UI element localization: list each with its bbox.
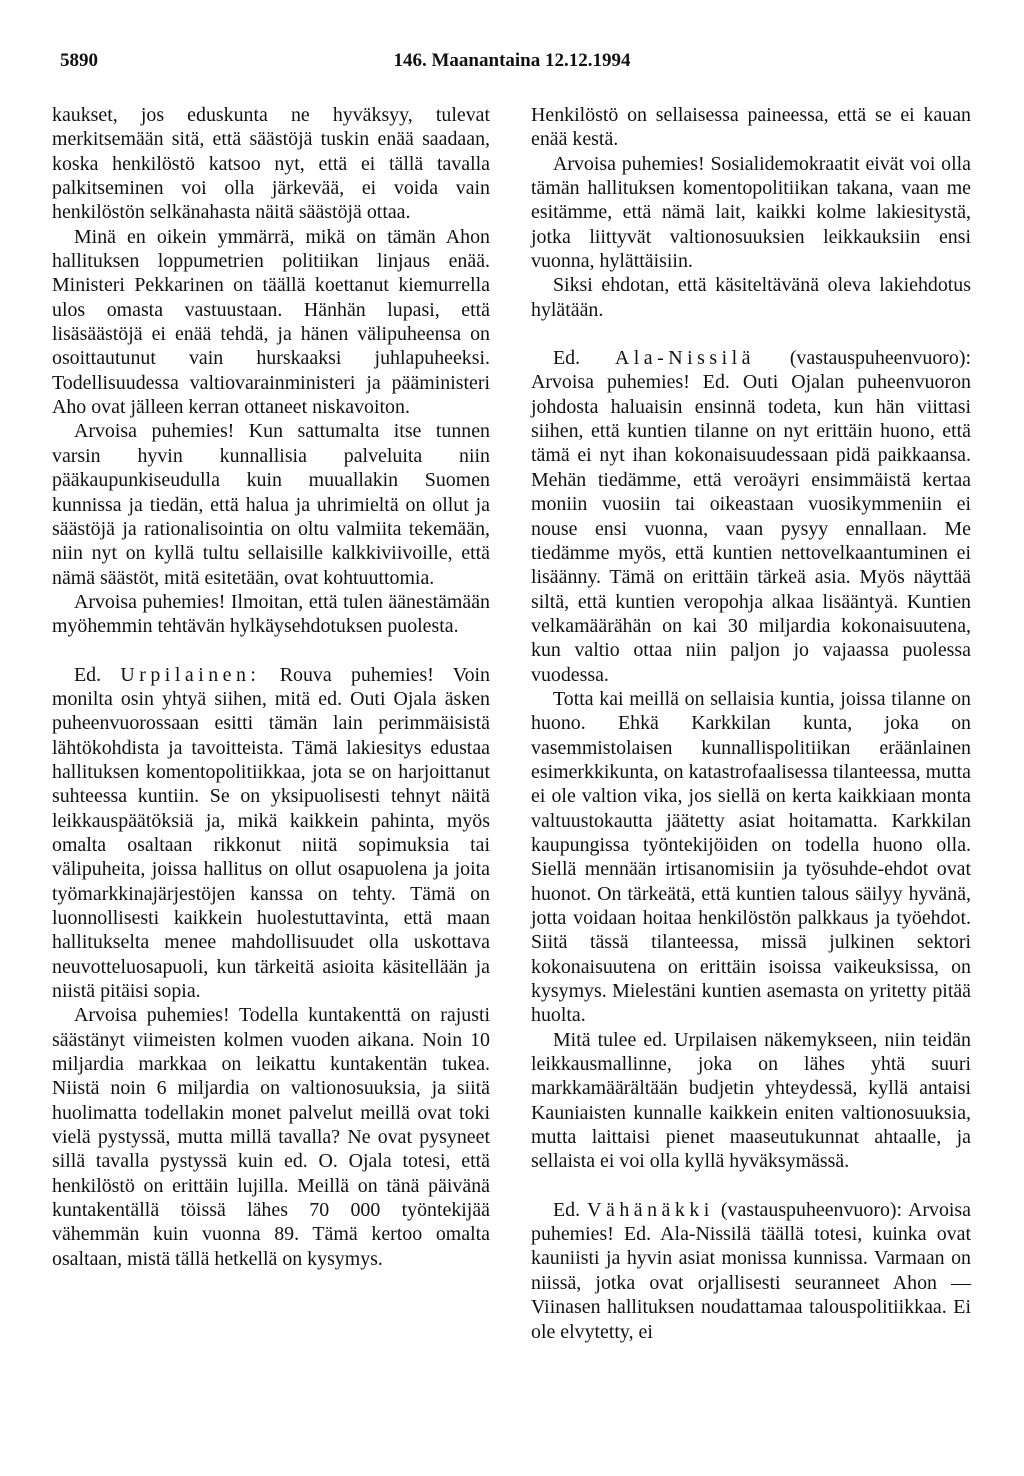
paragraph: Arvoisa puhemies! Kun sattumalta itse tunnen varsin hyvin kunnallisia palveluita niin pääkaupunkiseudulla kuin muuallakin Suomen kunnissa ja tiedän, että halua ja uhrimieltä on ollut ja säästöjä ja rationalisointia on oltu valmiita tekemään, niin nyt on kyllä tultu sellaisille kalkkiviivoille, että nämä säästöt, mitä esitetään, ovat kohtuuttomia.: [52, 420, 490, 589]
paragraph: Siksi ehdotan, että käsiteltävänä oleva lakiehdotus hylätään.: [531, 274, 971, 321]
paragraph: Arvoisa puhemies! Sosialidemokraatit eivät voi olla tämän hallituksen komentopolitiikan takana, vaan me esitämme, että nämä lait, kaikki kolme lakiesitystä, jotka liittyvät valtionosuuksien leikkauksiin ensi vuonna, hylättäisiin.: [531, 152, 971, 273]
speech-text: (vastauspuheenvuoro): Arvoisa puhemies! Ed. Outi Ojalan puheenvuoron johdosta haluaisin ensinnä todeta, kun hän viittasi siihen, että kuntien tilanne on nyt erittäin huono, että tämä ei nyt ihan kokonaisuudessaan pidä paikkaansa. Mehän tiedämme, että veroäyri ensimmäistä kertaa moniin vuosiin tai oikeastaan vuosikymmeniin ei nouse ensi vuonna, vaan pysyy ennallaan. Me tiedämme myös, että kuntien nettovelkaantuminen ei lisäänny. Tämä on erittäin tärkeä asia. Myös näyttää siltä, että kuntien veropohja alkaa lisääntyä. Kuntien velkamäärähän on kai 30 miljardia kokonaisuutena, kun valtio ottaa niin paljon jo vajaassa puolessa vuodessa.: [531, 347, 971, 686]
right-column: [531, 103, 971, 1344]
speaker-name: Ala-Nissilä: [614, 347, 755, 370]
speech-vahanakki: [531, 1198, 971, 1344]
speaker-name: Urpilainen:: [120, 663, 261, 686]
speaker-title: Ed.: [74, 663, 102, 686]
speaker-name: Vähänäkki: [587, 1198, 714, 1221]
speaker-title: Ed.: [553, 1198, 581, 1221]
speech-urpilainen: [52, 663, 490, 1004]
page-number: 5890: [60, 50, 98, 71]
speech-text: Rouva puhemies! Voin monilta osin yhtyä siihen, mitä ed. Outi Ojala äsken puheenvuorossaan esitti tämän lain perimmäisistä lähtökohdista ja tavoitteista. Tämä lakiesitys edustaa hallituksen komentopolitiikkaa, jota se on harjoittanut suhteessa kuntiin. Se on yksipuolisesti tehnyt näitä leikkauspäätöksiä ja, mikä kaikkein pahinta, myös omalta osaltaan rikkonut niitä sopimuksia tai välipuheita, joissa hallitus on ollut osapuolena ja joita työmarkkinajärjestöjen kanssa on tehty. Tämä on luonnollisesti kaikkein huolestuttavinta, että maan hallitukselta menee mahdollisuudet olla uskottava neuvotteluosapuoli, kun tärkeitä asioita käsitellään ja niistä pitäisi sopia.: [52, 663, 490, 1003]
paragraph: kaukset, jos eduskunta ne hyväksyy, tulevat merkitsemään sitä, että säästöjä tuskin enää saadaan, koska henkilöstö katsoo nyt, että ei tällä tavalla palkitseminen voi olla järkevää, ei voida vain henkilöstön selkänahasta näitä säästöjä ottaa.: [52, 104, 490, 224]
running-head: 146. Maanantaina 12.12.1994: [393, 50, 631, 71]
paragraph: Arvoisa puhemies! Ilmoitan, että tulen äänestämään myöhemmin tehtävän hylkäysehdotuksen puolesta.: [52, 590, 490, 638]
paragraph: Totta kai meillä on sellaisia kuntia, joissa tilanne on huono. Ehkä Karkkilan kunta, joka on vasemmistolaisen kunnallispolitiikan eräänlainen esimerkkikunta, on katastrofaalisessa tilanteessa, mutta ei ole valtion vika, jos siellä on kerta kaikkiaan monta valtuustokautta jäätetty asiat hoitamatta. Karkkilan kaupungissa työntekijöiden on todella huono olla. Siellä mennään irtisanomisiin ja työsuhde-ehdot ovat huonot. On tärkeätä, että kuntien talous säilyy hyvänä, jotta voidaan hoitaa henkilöstön palkkaus ja työehdot. Siitä tässä tilanteessa, missä julkinen sektori kokonaisuutena on erittäin isoissa vaikeuksissa, on kysymys. Mielestäni kuntien asemasta on yritetty pitää huolta.: [531, 687, 971, 1027]
left-column: [52, 103, 490, 1271]
speech-text: (vastauspuheenvuoro): Arvoisa puhemies! Ed. Ala-Nissilä täällä totesi, kuinka ovat kauniisti ja hyvin asiat monissa kunnissa. Varmaan on niissä, jotka ovat orjallisesti seuranneet Ahon — Viinasen hallituksen noudattamaa talouspolitiikkaa. Ei ole elvytetty, ei: [531, 1198, 971, 1343]
paragraph: Henkilöstö on sellaisessa paineessa, että se ei kauan enää kestä.: [531, 104, 971, 151]
speaker-title: Ed.: [553, 347, 581, 370]
page-header: [0, 0, 1024, 90]
speech-ala-nissila: [531, 346, 971, 687]
paragraph: Mitä tulee ed. Urpilaisen näkemykseen, niin teidän leikkausmallinne, joka on lähes yhtä suuri markkamäärältään budjetin yhteydessä, kyllä antaisi Kauniaisten kunnalle kaikkein eniten valtionosuuksia, mutta laittaisi pienet maaseutukunnat ahtaalle, ja sellaista ei voi olla kyllä hyväksymässä.: [531, 1028, 971, 1173]
paragraph: Minä en oikein ymmärrä, mikä on tämän Ahon hallituksen loppumetrien politiikan linjaus enää. Ministeri Pekkarinen on täällä koettanut kiemurrella ulos omasta vastuustaan. Hänhän lupasi, että lisäsäästöjä ei enää tehdä, ja hänen välipuheensa on osoittautunut vain hurskaaksi juhlapuheeksi. Todellisuudessa valtiovarainministeri ja pääministeri Aho ovat jälleen kerran ottaneet niskavoiton.: [52, 225, 490, 419]
paragraph: Arvoisa puhemies! Todella kuntakenttä on rajusti säästänyt viimeisten kolmen vuoden aikana. Noin 10 miljardia markkaa on leikattu kuntakentän tukea. Niistä noin 6 miljardia on valtionosuuksia, ja siitä huolimatta todellakin monet palvelut meillä ovat toki vielä pystyssä, mutta millä tavalla? Ne ovat pysyneet sillä tavalla pystyssä kuin ed. O. Ojala totesi, että henkilöstö on erittäin lujilla. Meillä on tänä päivänä kuntakentällä töissä lähes 70 000 työntekijää vähemmän kuin vuonna 89. Tämä kertoo omalta osaltaan, mistä tällä hetkellä on kysymys.: [52, 1004, 490, 1270]
